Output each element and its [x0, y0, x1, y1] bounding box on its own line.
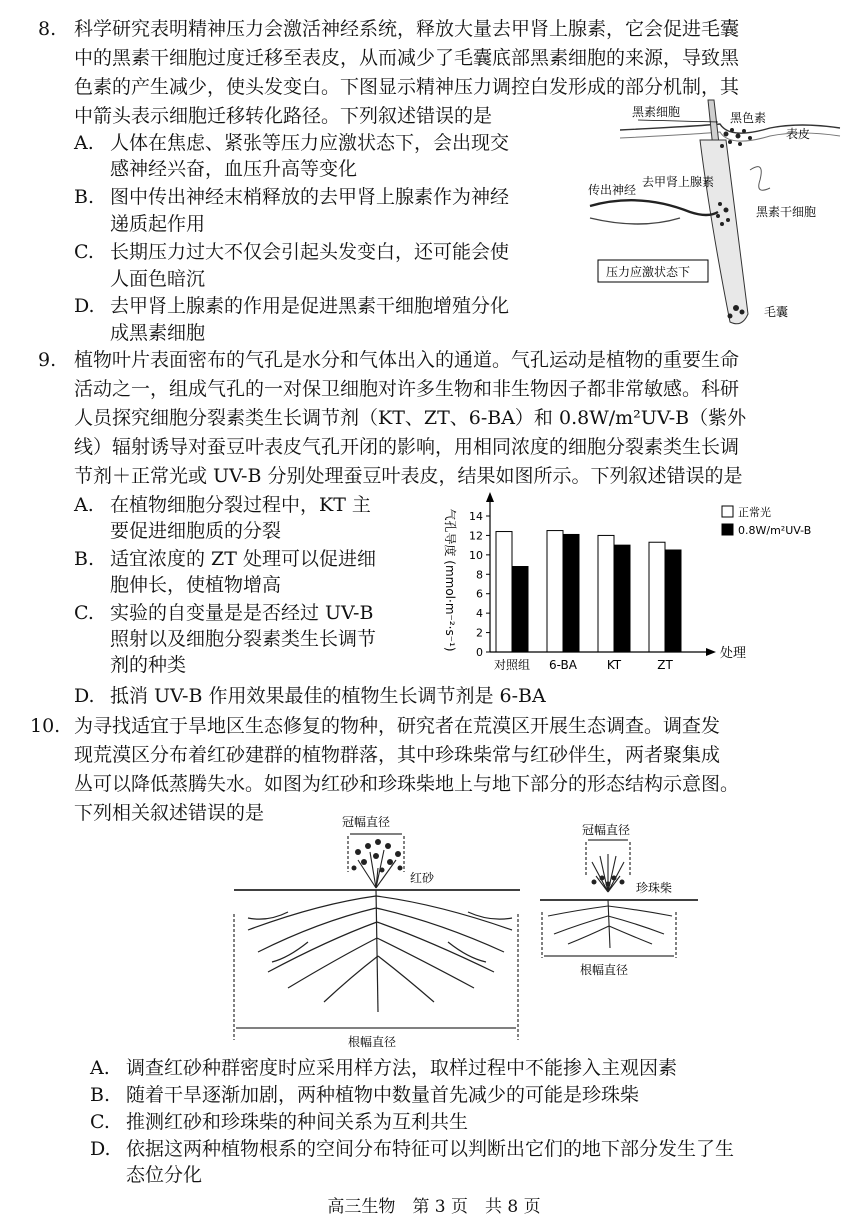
label-leader-melanocyte — [638, 120, 718, 122]
q9-option-b-text: 适宜浓度的 ZT 处理可以促进细 — [110, 548, 376, 570]
q8-option-b-text: 图中传出神经末梢释放的去甲肾上腺素作为神经 — [110, 186, 510, 208]
q10-option-d-text-2: 态位分化 — [126, 1164, 203, 1186]
y-tick-label: 6 — [476, 587, 483, 601]
q9-option-d-letter: D. — [74, 685, 95, 707]
follicle-sheath — [700, 140, 748, 324]
y-tick-label: 2 — [476, 626, 483, 640]
q10-option-a-letter: A. — [90, 1057, 110, 1079]
y-tick-label: 8 — [476, 568, 483, 582]
q10-number: 10. — [30, 715, 61, 737]
q8-option-a-text: 人体在焦虑、紧张等压力应激状态下，会出现交 — [110, 132, 510, 154]
q8-option-c-letter: C. — [74, 241, 94, 263]
q9-stem-line-5: 节剂＋正常光或 UV-B 分别处理蚕豆叶表皮，结果如图所示。下列叙述错误的是 — [74, 465, 743, 487]
q8-stem-line-4: 中箭头表示细胞迁移转化路径。下列叙述错误的是 — [74, 105, 493, 127]
q9-stem-line-3: 人员探究细胞分裂素类生长调节剂（KT、ZT、6-BA）和 0.8W/m²UV-B（紫外 — [74, 407, 747, 429]
label-melanocyte-stem-cell: 黑素干细胞 — [756, 205, 817, 219]
q10-option-b-letter: B. — [90, 1084, 111, 1106]
x-axis-label: 处理 — [720, 646, 747, 661]
q9-option-c-text-3: 剂的种类 — [110, 654, 187, 676]
label-melanocyte: 黑素细胞 — [632, 105, 681, 119]
q10-option-b-text: 随着干旱逐渐加剧，两种植物中数量首先减少的可能是珍珠柴 — [126, 1084, 640, 1106]
label-efferent-nerve: 传出神经 — [588, 183, 637, 197]
q8-option-c-text-2: 人面色暗沉 — [110, 268, 206, 290]
left-root-system — [248, 890, 512, 1012]
stomatal-conductance-chart — [424, 488, 812, 674]
bar-normal-light-2 — [598, 535, 614, 652]
y-axis-ticks — [469, 510, 490, 659]
q10-option-a-text: 调查红砂种群密度时应采用样方法，取样过程中不能掺入主观因素 — [126, 1057, 678, 1079]
right-crown-label: 冠幅直径 — [582, 823, 631, 837]
hair-follicle-figure — [580, 100, 850, 332]
q9-number: 9. — [38, 349, 57, 371]
nerve-branch — [590, 218, 680, 224]
q8-option-b-text-2: 递质起作用 — [110, 213, 206, 235]
q8-option-b-letter: B. — [74, 186, 95, 208]
legend-label: 正常光 — [738, 506, 771, 519]
bar-normal-light-1 — [547, 531, 563, 652]
q8-number: 8. — [38, 18, 57, 40]
q8-option-d-text-2: 成黑素细胞 — [110, 322, 206, 344]
bar-normal-light-0 — [496, 532, 512, 652]
q10-stem-line-4: 下列相关叙述错误的是 — [74, 802, 265, 824]
bar-normal-light-3 — [649, 542, 665, 652]
x-category-label: ZT — [657, 658, 673, 672]
x-category-label: 6-BA — [549, 658, 577, 672]
left-crown-label: 冠幅直径 — [342, 815, 391, 829]
page-footer: 高三生物 第 3 页 共 8 页 — [327, 1197, 541, 1217]
right-plant-name: 珍珠柴 — [636, 881, 673, 895]
q9-stem-line-2: 活动之一，组成气孔的一对保卫细胞对许多生物和非生物因子都非常敏感。科研 — [74, 378, 740, 400]
y-tick-label: 14 — [469, 510, 483, 523]
q8-option-a-letter: A. — [74, 132, 94, 154]
q8-option-c-text: 长期压力过大不仅会引起头发变白，还可能会使 — [110, 241, 510, 263]
q9-option-d-text: 抵消 UV-B 作用效果最佳的植物生长调节剂是 6-BA — [110, 685, 546, 707]
q8-option-d-letter: D. — [74, 295, 95, 317]
efferent-nerve — [590, 200, 718, 215]
q8-option-d-text: 去甲肾上腺素的作用是促进黑素干细胞增殖分化 — [110, 295, 510, 317]
q9-option-c-letter: C. — [74, 602, 94, 624]
q8-stem-line-3: 色素的产生减少，使头发变白。下图显示精神压力调控白发形成的部分机制，其 — [74, 76, 740, 98]
q9-stem-line-1: 植物叶片表面密布的气孔是水分和气体出入的通道。气孔运动是植物的重要生命 — [74, 349, 740, 371]
y-tick-label: 4 — [476, 607, 483, 621]
x-category-label: 对照组 — [493, 658, 531, 672]
q9-stem-line-4: 线）辐射诱导对蚕豆叶表皮气孔开闭的影响，用相同浓度的细胞分裂素类生长调 — [74, 436, 740, 458]
bar-uvb-1 — [563, 534, 579, 652]
q9-option-c-text-2: 照射以及细胞分裂素类生长调节 — [110, 628, 377, 650]
bar-uvb-2 — [614, 545, 630, 652]
q10-option-d-text: 依据这两种植物根系的空间分布特征可以判断出它们的地下部分发生了生 — [126, 1138, 735, 1160]
q10-stem-line-3: 丛可以降低蒸腾失水。如图为红砂和珍珠柴地上与地下部分的形态结构示意图。 — [74, 773, 740, 795]
legend-swatch — [722, 524, 733, 535]
q10-stem-line-1: 为寻找适宜于旱地区生态修复的物种，研究者在荒漠区开展生态调查。调查发 — [74, 715, 721, 737]
chart-legend — [722, 505, 811, 537]
label-hair-follicle: 毛囊 — [764, 305, 789, 319]
q10-option-c-letter: C. — [90, 1111, 110, 1133]
q9-option-c-text: 实验的自变量是是否经过 UV-B — [110, 602, 374, 624]
legend-swatch — [722, 506, 733, 517]
q8-option-a-text-2: 感神经兴奋，血压升高等变化 — [110, 158, 358, 180]
q10-option-d-letter: D. — [90, 1138, 111, 1160]
q9-option-b-letter: B. — [74, 548, 95, 570]
q8-stem-line-2: 中的黑素干细胞过度迁移至表皮，从而减少了毛囊底部黑素细胞的来源，导致黑 — [74, 47, 740, 69]
x-category-label: KT — [606, 658, 622, 672]
q9-option-b-text-2: 胞伸长，使植物增高 — [110, 574, 282, 596]
right-root-label: 根幅直径 — [580, 963, 629, 977]
right-root-system — [548, 900, 672, 948]
y-axis-label-name: 气孔导度 — [443, 508, 457, 557]
legend-label: 0.8W/m²UV-B — [738, 524, 812, 537]
bar-uvb-0 — [512, 567, 528, 652]
x-axis-categories — [494, 657, 673, 672]
bar-series — [496, 531, 681, 652]
y-axis-label-unit: (mmol·m⁻²·s⁻¹) — [443, 560, 457, 652]
label-stress-state: 压力应激状态下 — [606, 265, 691, 279]
q10-option-c-text: 推测红砂和珍珠柴的种间关系为互利共生 — [126, 1111, 469, 1133]
plant-roots-figure — [228, 812, 714, 1052]
q9-option-a-text-2: 要促进细胞质的分裂 — [110, 520, 282, 542]
q10-stem-line-2: 现荒漠区分布着红砂建群的植物群落，其中珍珠柴常与红砂伴生，两者聚集成 — [74, 744, 721, 766]
label-epidermis: 表皮 — [786, 127, 811, 141]
y-tick-label: 12 — [469, 529, 483, 543]
bar-uvb-3 — [665, 550, 681, 652]
follicle-gland — [750, 167, 770, 191]
q9-option-a-text: 在植物细胞分裂过程中，KT 主 — [110, 494, 371, 516]
y-axis-arrow — [486, 492, 494, 502]
left-shrub-crown — [352, 839, 403, 873]
q9-option-a-letter: A. — [74, 494, 94, 516]
y-axis-label — [443, 508, 458, 651]
y-tick-label: 10 — [469, 548, 483, 562]
label-norepinephrine: 去甲肾上腺素 — [642, 175, 715, 189]
y-tick-label: 0 — [476, 646, 483, 659]
x-axis-arrow — [706, 648, 716, 656]
label-melanin: 黑色素 — [730, 111, 767, 125]
q8-stem-line-1: 科学研究表明精神压力会激活神经系统，释放大量去甲肾上腺素，它会促进毛囊 — [74, 18, 740, 40]
left-root-label: 根幅直径 — [348, 1035, 397, 1049]
left-plant-name: 红砂 — [410, 871, 435, 885]
